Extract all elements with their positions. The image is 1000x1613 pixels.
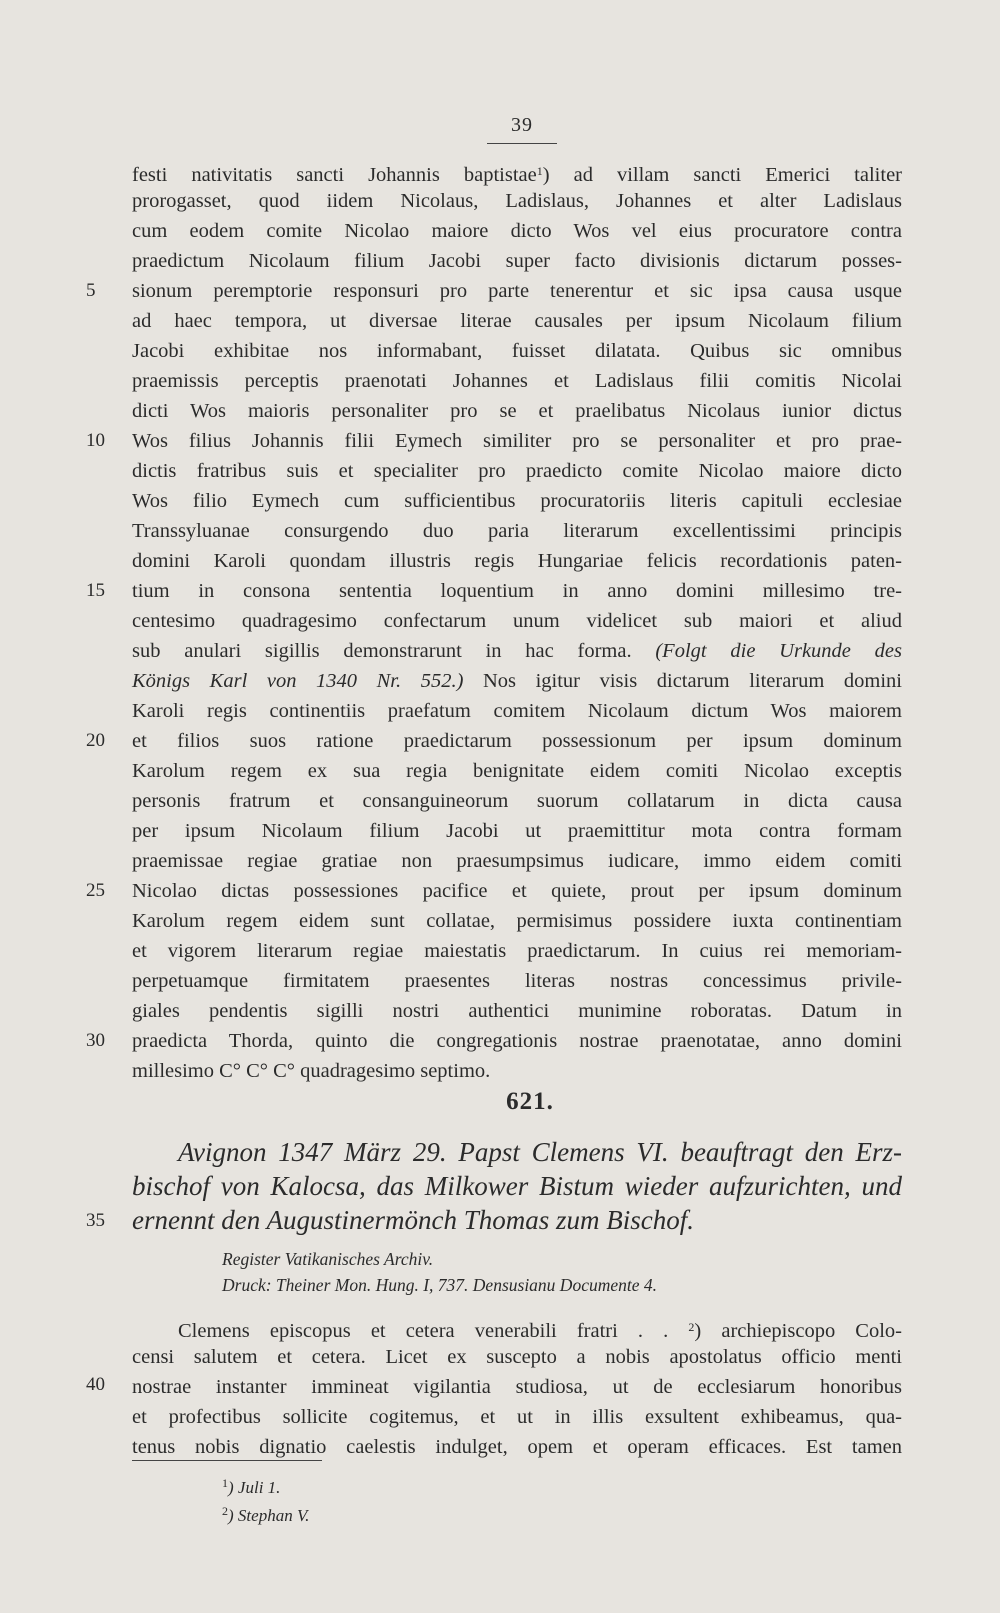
line-number: 25 <box>86 880 105 901</box>
text-line: per ipsum Nicolaum filium Jacobi ut praemittitur mota contra formam <box>132 820 902 842</box>
text-line: personis fratrum et consanguineorum suorum collatarum in dicta causa <box>132 790 902 812</box>
line-number: 40 <box>86 1374 105 1395</box>
line-number: 15 <box>86 580 105 601</box>
footnote-rule <box>132 1460 322 1461</box>
text-line: Nicolao dictas possessiones pacifice et quiete, prout per ipsum dominum <box>132 880 902 902</box>
body-line: censi salutem et cetera. Licet ex suscepto a nobis apostolatus officio menti <box>132 1346 902 1368</box>
text-line: Transsyluanae consurgendo duo paria literarum excellentissimi principis <box>132 520 902 542</box>
body-line: nostrae instanter immineat vigilantia studiosa, ut de ecclesiarum honoribus <box>132 1376 902 1398</box>
text-line: et filios suos ratione praedictarum possessionum per ipsum dominum <box>132 730 902 752</box>
document-heading-line: bischof von Kalocsa, das Milkower Bistum wieder aufzurichten, und <box>132 1171 902 1201</box>
footnote: $^2$) Stephan V. <box>222 1504 310 1525</box>
text-line: Jacobi exhibitae nos informabant, fuisset dilatata. Quibus sic omnibus <box>132 340 902 362</box>
line-number: 10 <box>86 430 105 451</box>
text-line: perpetuamque firmitatem praesentes literas nostras concessimus privile- <box>132 970 902 992</box>
text-line: dictis fratribus suis et specialiter pro praedicto comite Nicolao maiore dicto <box>132 460 902 482</box>
line-number: 20 <box>86 730 105 751</box>
body-line: et profectibus sollicite cogitemus, et ut in illis exsultent exhibeamus, qua- <box>132 1406 902 1428</box>
text-line: praemissis perceptis praenotati Johannes et Ladislaus filii comitis Nicolai <box>132 370 902 392</box>
text-line: Karolum regem eidem sunt collatae, permisimus possidere iuxta continentiam <box>132 910 902 932</box>
text-line: ad haec tempora, ut diversae literae causales per ipsum Nicolaum filium <box>132 310 902 332</box>
line-number: 35 <box>86 1210 105 1231</box>
text-line: Wos filio Eymech cum sufficientibus procuratoriis literis capituli ecclesiae <box>132 490 902 512</box>
text-line: Wos filius Johannis filii Eymech similiter pro se personaliter et pro prae- <box>132 430 902 452</box>
document-heading-line: ernennt den Augustinermönch Thomas zum Bischof. <box>132 1205 694 1235</box>
text-line: domini Karoli quondam illustris regis Hungariae felicis recordationis paten- <box>132 550 902 572</box>
body-line: Clemens episcopus et cetera venerabili fratri . . $^2$) archiepiscopo Colo- <box>178 1320 902 1342</box>
line-number: 5 <box>86 280 96 301</box>
text-line: tium in consona sententia loquentium in anno domini millesimo tre- <box>132 580 902 602</box>
page-number: 39 <box>511 114 533 136</box>
text-line: Karoli regis continentiis praefatum comitem Nicolaum dictum Wos maiorem <box>132 700 902 722</box>
source-register: Register Vatikanisches Archiv. <box>222 1249 434 1269</box>
text-line: cum eodem comite Nicolao maiore dicto Wos vel eius procuratore contra <box>132 220 902 242</box>
source-print: Druck: Theiner Mon. Hung. I, 737. Densusianu Documente 4. <box>222 1275 657 1295</box>
text-line: millesimo C° C° C° quadragesimo septimo. <box>132 1060 491 1082</box>
page-number-rule <box>487 143 557 144</box>
footnote: $^1$) Juli 1. <box>222 1476 281 1497</box>
text-line: festi nativitatis sancti Johannis baptistae$^1$) ad villam sancti Emerici taliter <box>132 164 902 186</box>
text-line: Karolum regem ex sua regia benignitate eidem comiti Nicolao exceptis <box>132 760 902 782</box>
text-line: praedicta Thorda, quinto die congregationis nostrae praenotatae, anno domini <box>132 1030 902 1052</box>
text-line: giales pendentis sigilli nostri authentici munimine roboratas. Datum in <box>132 1000 902 1022</box>
document-number: 621. <box>506 1088 554 1115</box>
line-number: 30 <box>86 1030 105 1051</box>
text-line: praedictum Nicolaum filium Jacobi super facto divisionis dictarum posses- <box>132 250 902 272</box>
text-line: et vigorem literarum regiae maiestatis praedictarum. In cuius rei memoriam- <box>132 940 902 962</box>
text-line: sub anulari sigillis demonstrarunt in hac forma. (Folgt die Urkunde des <box>132 640 903 662</box>
text-line: Königs Karl von 1340 Nr. 552.) Nos igitur visis dictarum literarum domini <box>132 670 903 692</box>
document-heading-line: Avignon 1347 März 29. Papst Clemens VI. beauftragt den Erz- <box>178 1137 902 1167</box>
text-line: praemissae regiae gratiae non praesumpsimus iudicare, immo eidem comiti <box>132 850 902 872</box>
body-line: tenus nobis dignatio caelestis indulget, opem et operam efficaces. Est tamen <box>132 1436 902 1458</box>
text-line: dicti Wos maioris personaliter pro se et praelibatus Nicolaus iunior dictus <box>132 400 902 422</box>
text-line: centesimo quadragesimo confectarum unum videlicet sub maiori et aliud <box>132 610 902 632</box>
text-line: sionum peremptorie responsuri pro parte tenerentur et sic ipsa causa usque <box>132 280 902 302</box>
text-line: prorogasset, quod iidem Nicolaus, Ladislaus, Johannes et alter Ladislaus <box>132 190 902 212</box>
